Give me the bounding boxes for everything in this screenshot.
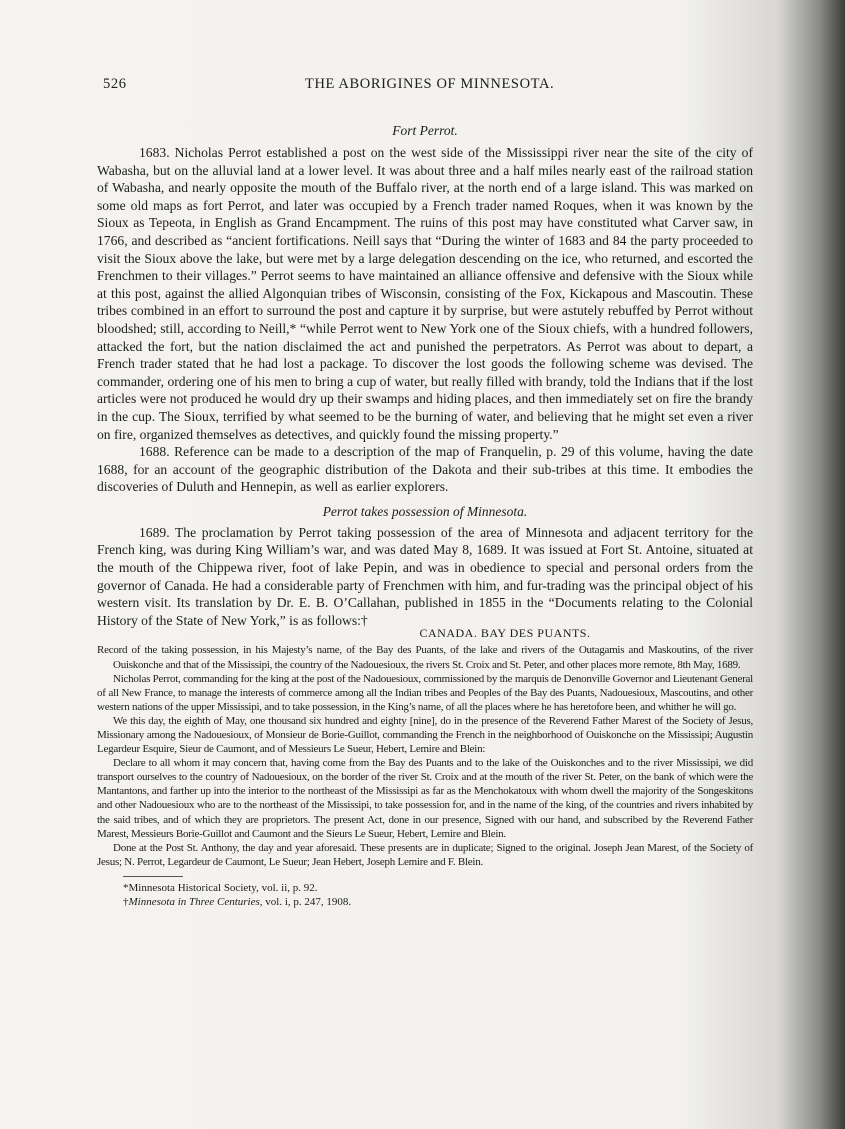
- footnote-2-title: Minnesota in Three Centuries,: [128, 895, 263, 908]
- document-paragraph-commission: Nicholas Perrot, commanding for the king at the post of the Nadouesioux, commissioned by the marquis de Denonville Governor and Lieutenant General of all New France, to manage the interests of commerce among all the Indian tribes and Peoples of the Bay des Puants, Nadouesioux, Mascoutins, and other western nations of the upper Mississipi, and to take possession, in the King’s name, of all the places where he has heretofore been, and whither he will go.: [97, 672, 753, 713]
- footnote-2-mark: †: [123, 895, 129, 908]
- paragraph-1688: 1688. Reference can be made to a description of the map of Franquelin, p. 29 of this volume, having the date 1688, for an account of the geographic distribution of the Dakota and their sub-tribes at this time. It embodies the discoveries of Duluth and Hennepin, as well as earlier explorers.: [97, 444, 753, 495]
- page-number: 526: [103, 76, 127, 92]
- document-paragraph-signatures: Done at the Post St. Anthony, the day and year aforesaid. These presents are in duplicate; Signed to the original. Joseph Jean Marest, of the Society of Jesus; N. Perrot, Legardeur de Caumont, Le Sueur; Jean Hebert, Joseph Lemire and F. Blein.: [97, 841, 753, 868]
- section-title-fort-perrot: Fort Perrot.: [392, 123, 458, 138]
- running-head: [97, 76, 753, 98]
- document-heading: CANADA. BAY DES PUANTS.: [419, 626, 591, 641]
- paragraph-1689: 1689. The proclamation by Perrot taking possession of the area of Minnesota and adjacent territory for the French king, was during King William’s war, and was dated May 8, 1689. It was issued at Fort St. Antoine, situated at the mouth of the Chippewa river, foot of lake Pepin, and was in obedience to special and personal orders from the governor of Canada. He had a considerable party of Frenchmen with him, and fur-trading was the principal object of his western visit. Its translation by Dr. E. B. O’Callahan, published in 1855 in the “Documents relating to the Colonial History of the State of New York,” is as follows:†: [97, 524, 753, 628]
- footnote-2-rest: vol. i, p. 247, 1908.: [262, 895, 352, 908]
- document-paragraph-declaration: Declare to all whom it may concern that, having come from the Bay des Puants and to the lake of the Ouiskonches and to the river Mississipi, we did transport ourselves to the country of Nadouesioux, on the border of the river St. Croix and at the mouth of the river St. Peter, on the bank of which were the Mantantons, and farther up into the interior to the northeast of the Mississipi as far as the Menchokatoux with whom dwell the majority of the Songeskitons and other Nadouesioux who are to the northeast of the Mississipi, to take possession for, and in the name of the king, of the countries and rivers inhabited by the said tribes, and of which they are proprietors. The present Act, done in our presence, Signed with our hand, and subscribed by the Reverend Father Marest, Messieurs Borie-Guillot and Caumont and the Sieurs Le Sueur, Hebert, Lemire and Blein.: [97, 757, 753, 840]
- footnote-divider: [123, 876, 183, 877]
- footnote-2: [97, 895, 753, 909]
- paragraph-1683: 1683. Nicholas Perrot established a post on the west side of the Mississippi river near the site of the city of Wabasha, but on the alluvial land at a lower level. It was about three and a half miles nearly east of the railroad station of Wabasha, and nearly opposite the mouth of the Buffalo river, at the north end of a large island. This was marked on some old maps as fort Perrot, and later was occupied by a French trader named Roques, when it was known by the Sioux as Tepeota, in English as Grand Encampment. The ruins of this post may have constituted what Carver saw, in 1766, and described as “ancient fortifications. Neill says that “During the winter of 1683 and 84 the party proceeded to visit the Sioux above the lake, but were met by a large delegation descending on the ice, who returned, and escorted the Frenchmen to their villages.” Perrot seems to have maintained an alliance offensive and defensive with the Sioux while at this post, against the allied Algonquian tribes of Wisconsin, consisting of the Fox, Kickapous and Mascoutin. These tribes combined in an effort to surround the post and capture it by surprise, but were astutely rebuffed by Perrot without bloodshed; still, according to Neill,* “while Perrot went to New York one of the Sioux chiefs, with a hundred followers, attacked the fort, but the nation disclaimed the act and punished the perpetrators. As Perrot was about to depart, a French trader stated that he had lost a package. To discover the lost goods the following scheme was devised. The commander, ordering one of his men to bring a cup of water, but really filled with brandy, told the Indians that if the lost articles were not produced he would dry up their swamps and hiding places, and then immediately set on fire the brandy in the cup. The Sioux, terrified by what seemed to be the burning of water, and believing that he might set even a river on fire, organized themselves as detectives, and quickly found the missing property.”: [97, 145, 753, 442]
- page-content: [97, 76, 753, 909]
- footnote-1: *Minnesota Historical Society, vol. ii, p. 92.: [123, 881, 318, 894]
- section-title-perrot-possession: Perrot takes possession of Minnesota.: [322, 503, 528, 519]
- running-title: THE ABORIGINES OF MINNESOTA.: [305, 76, 555, 92]
- document-paragraph-witnesses: We this day, the eighth of May, one thousand six hundred and eighty [nine], do in the presence of the Reverend Father Marest of the Society of Jesus, Missionary among the Nadouesioux, of Monsieur de Borie-Guillot, commanding the French in the neighborhood of Ouiskonche on the Mississipi; Augustin Legardeur Esquire, Sieur de Caumont, and of Messieurs Le Sueur, Hebert, Lemire and Blein:: [97, 714, 753, 756]
- document-record-title: Record of the taking possession, in his Majesty’s name, of the Bay des Puants, of the lake and rivers of the Outagamis and Maskoutins, of the river Ouiskonche and that of the Mississipi, the country of the Nadouesioux, the rivers St. Croix and St. Peter, and other places more remote, 8th May, 1689.: [97, 644, 753, 671]
